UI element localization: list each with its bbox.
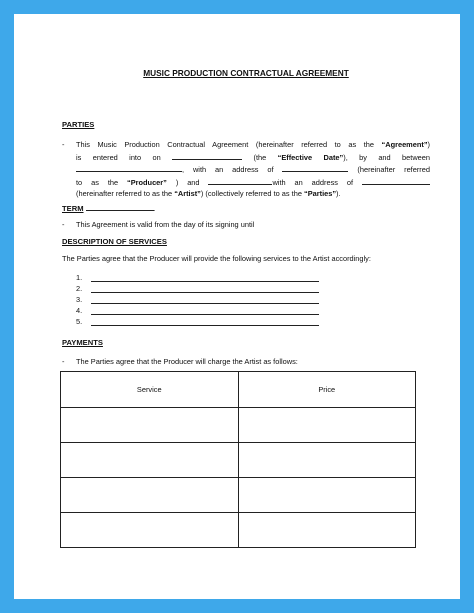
parties-line-3: , with an address of (hereinafter referred (76, 163, 430, 176)
payments-text: The Parties agree that the Producer will charge the Artist as follows: (76, 357, 298, 366)
table-row (61, 443, 416, 478)
table-row (61, 513, 416, 548)
service-item[interactable]: 3. (76, 294, 336, 305)
service-item[interactable]: 4. (76, 305, 336, 316)
price-cell[interactable] (238, 443, 416, 478)
service-cell[interactable] (61, 478, 239, 513)
term-text: This Agreement is valid from the day of its signing until (76, 220, 255, 229)
table-row (61, 478, 416, 513)
parties-line-4: to as the “Producer” ) and with an address of (76, 176, 430, 189)
producer-name-blank[interactable] (76, 163, 182, 172)
service-item[interactable]: 5. (76, 316, 336, 327)
service-item[interactable]: 2. (76, 283, 336, 294)
producer-address-blank[interactable] (282, 163, 348, 172)
payments-table (60, 371, 416, 548)
price-column-header: Price (238, 372, 416, 408)
document-page (14, 14, 460, 599)
service-cell[interactable] (61, 513, 239, 548)
price-cell[interactable] (238, 478, 416, 513)
term-bullet: - (62, 220, 65, 229)
effective-date-blank[interactable] (172, 151, 242, 160)
term-heading-row: TERM . (62, 204, 156, 213)
parties-line-5: (hereinafter referred to as the “Artist”) (collectively referred to as the “Parties”). (76, 189, 341, 198)
service-cell[interactable] (61, 408, 239, 443)
parties-bullet: - (62, 140, 65, 149)
document-title: MUSIC PRODUCTION CONTRACTUAL AGREEMENT (143, 68, 349, 78)
parties-paragraph (76, 139, 430, 200)
price-cell[interactable] (238, 513, 416, 548)
services-intro: The Parties agree that the Producer will provide the following services to the Artist accordingly: (62, 254, 371, 263)
service-item[interactable]: 1. (76, 272, 336, 283)
payments-bullet: - (62, 357, 65, 366)
service-cell[interactable] (61, 443, 239, 478)
term-blank[interactable] (86, 202, 154, 211)
artist-name-blank[interactable] (208, 176, 272, 185)
parties-heading: PARTIES (62, 120, 95, 129)
payments-heading: PAYMENTS (62, 338, 103, 347)
services-heading: DESCRIPTION OF SERVICES (62, 237, 167, 246)
price-cell[interactable] (238, 408, 416, 443)
table-row (61, 408, 416, 443)
service-column-header: Service (61, 372, 239, 408)
table-header-row (61, 372, 416, 408)
artist-address-blank[interactable] (362, 176, 430, 185)
term-heading: TERM (62, 204, 84, 213)
parties-line-2: is entered into on (the “Effective Date”), by and between (76, 152, 430, 162)
parties-line-1: This Music Production Contractual Agreement (hereinafter referred to as the “Agreement”) (76, 140, 430, 149)
